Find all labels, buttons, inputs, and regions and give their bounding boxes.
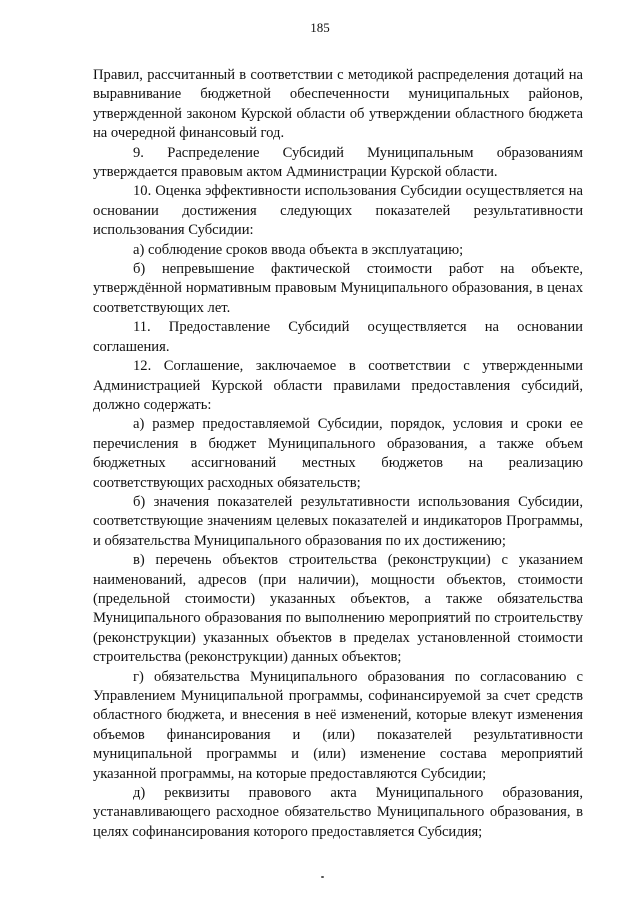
paragraph-item-12v: в) перечень объектов строительства (реконструкции) с указанием наименований, адресов (при наличии), мощности объектов, стоимости (предельной стоимости) указанных объектов, а также обязательства Муниципального образования по выполнению мероприятий по строительству (реконструкции) указанных объектов в пределах установленной стоимости строительства (реконструкции) данных объектов;: [93, 552, 583, 666]
paragraph-item-12d: д) реквизиты правового акта Муниципального образования, устанавливающего расходное обязательство Муниципального образования, в целях софинансирования которого предоставляется Субсидия;: [93, 785, 583, 840]
paragraph-item-10a: а) соблюдение сроков ввода объекта в эксплуатацию;: [133, 241, 464, 258]
paragraph-item-12: 12. Соглашение, заключаемое в соответствии с утвержденными Администрацией Курской области правилами предоставления субсидий, должно содержать:: [93, 358, 583, 413]
paragraph-item-9: 9. Распределение Субсидий Муниципальным образованиям утверждается правовым актом Администрации Курской области.: [93, 144, 583, 181]
paragraph-item-11: 11. Предоставление Субсидий осуществляется на основании соглашения.: [93, 319, 583, 355]
document-body: [93, 66, 583, 842]
paragraph-continuation: Правил, рассчитанный в соответствии с методикой распределения дотаций на выравнивание бюджетной обеспеченности муниципальных районов, утвержденной законом Курской области об утверждении областного бюджета на очередной финансовый год.: [93, 67, 583, 142]
page-number: 185: [310, 20, 330, 35]
paragraph-item-12a: а) размер предоставляемой Субсидии, порядок, условия и сроки ее перечисления в бюджет Муниципального образования, а также объем бюджетных ассигнований местных бюджетов на реализацию соответствующих расходных обязательств;: [93, 416, 583, 491]
paragraph-item-10: 10. Оценка эффективности использования Субсидии осуществляется на основании достижения следующих показателей результативности использования Субсидии:: [93, 183, 583, 239]
scan-artifact-dot: [321, 876, 324, 878]
paragraph-item-12b: б) значения показателей результативности использования Субсидии, соответствующие значениям целевых показателей и индикаторов Программы, и обязательства Муниципального образования по их достижению;: [93, 493, 583, 549]
paragraph-item-12g: г) обязательства Муниципального образования по согласованию с Управлением Муниципальной программы, софинансируемой за счет средств областного бюджета, и внесения в неё изменений, которые влекут изменения объемов финансирования и (или) показателей результативности муниципальной программы и (или) изменение состава мероприятий указанной программы, на которые предоставляются Субсидии;: [93, 668, 583, 782]
paragraph-item-10b: б) непревышение фактической стоимости работ на объекте, утверждённой нормативным правовым Муниципального образования, в ценах соответствующих лет.: [93, 261, 583, 316]
